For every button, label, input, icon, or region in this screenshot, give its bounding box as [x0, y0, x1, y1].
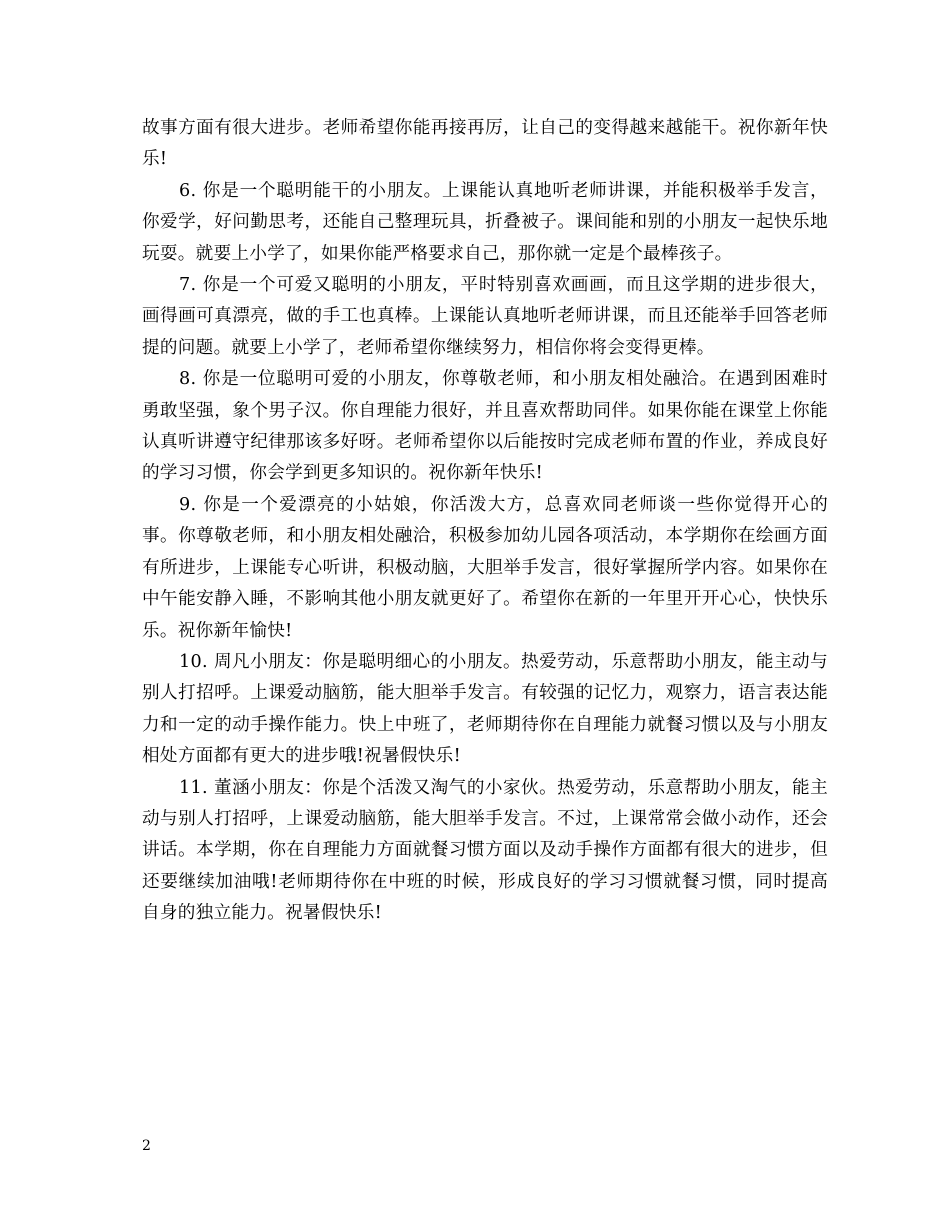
- paragraph-10: 10. 周凡小朋友：你是聪明细心的小朋友。热爱劳动，乐意帮助小朋友，能主动与别人打招呼。上课爱动脑筋，能大胆举手发言。有较强的记忆力，观察力，语言表达能力和一定的动手操作能力。快上中班了，老师期待你在自理能力就餐习惯以及与小朋友相处方面都有更大的进步哦!祝暑假快乐!: [142, 651, 828, 767]
- paragraph-7: 7. 你是一个可爱又聪明的小朋友，平时特别喜欢画画，而且这学期的进步很大，画得画可真漂亮，做的手工也真棒。上课能认真地听老师讲课，而且还能举手回答老师提的问题。就要上小学了，老师希望你继续努力，相信你将会变得更棒。: [142, 275, 828, 358]
- paragraph-9: 9. 你是一个爱漂亮的小姑娘，你活泼大方，总喜欢同老师谈一些你觉得开心的事。你尊敬老师，和小朋友相处融洽，积极参加幼儿园各项活动，本学期你在绘画方面有所进步，上课能专心听讲，积极动脑，大胆举手发言，很好掌握所学内容。如果你在中午能安静入睡，不影响其他小朋友就更好了。希望你在新的一年里开开心心，快快乐乐。祝你新年愉快!: [142, 494, 828, 641]
- paragraph-6: 6. 你是一个聪明能干的小朋友。上课能认真地听老师讲课，并能积极举手发言，你爱学，好问勤思考，还能自己整理玩具，折叠被子。课间能和别的小朋友一起快乐地玩耍。就要上小学了，如果你能严格要求自己，那你就一定是个最棒孩子。: [142, 180, 828, 264]
- paragraph-8: 8. 你是一位聪明可爱的小朋友，你尊敬老师，和小朋友相处融洽。在遇到困难时勇敢坚强，象个男子汉。你自理能力很好，并且喜欢帮助同伴。如果你能在课堂上你能认真听讲遵守纪律那该多好呀。老师希望你以后能按时完成老师布置的作业，养成良好的学习习惯，你会学到更多知识的。祝你新年快乐!: [142, 369, 828, 484]
- page-number: 2: [142, 1138, 151, 1154]
- document-body: [142, 113, 828, 930]
- paragraph-11: 11. 董涵小朋友：你是个活泼又淘气的小家伙。热爱劳动，乐意帮助小朋友，能主动与别人打招呼，上课爱动脑筋，能大胆举手发言。不过，上课常常会做小动作，还会讲话。本学期，你在自理能力方面就餐习惯方面以及动手操作方面都有很大的进步，但还要继续加油哦!老师期待你在中班的时候，形成良好的学习习惯就餐习惯，同时提高自身的独立能力。祝暑假快乐!: [142, 777, 828, 924]
- paragraph-continued: 故事方面有很大进步。老师希望你能再接再厉，让自己的变得越来越能干。祝你新年快乐!: [142, 118, 828, 170]
